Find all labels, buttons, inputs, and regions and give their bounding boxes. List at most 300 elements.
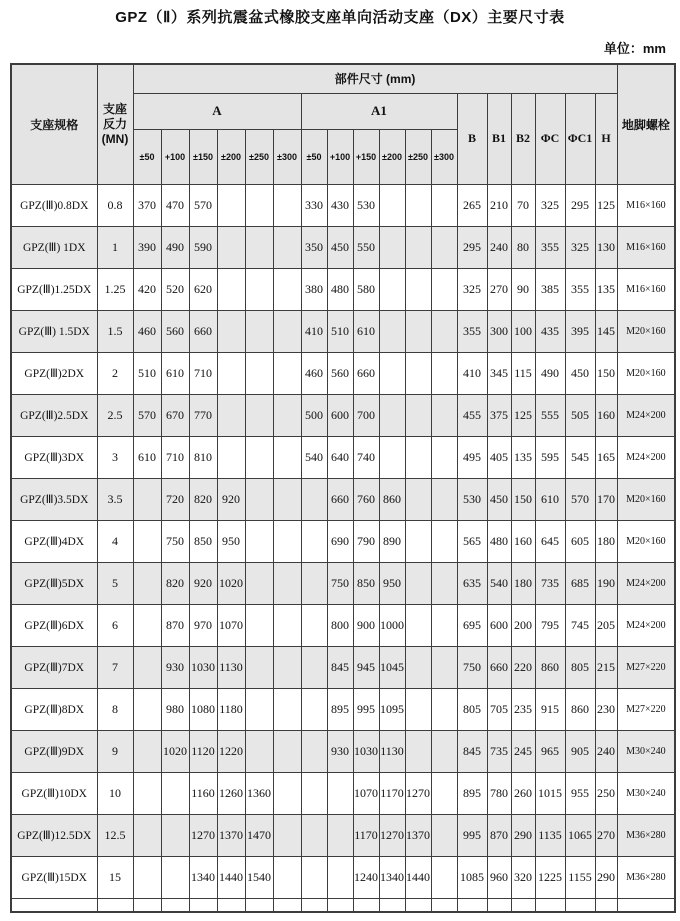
a-value-cell	[217, 352, 245, 394]
b-cell: 845	[457, 730, 487, 772]
a-value-cell: 470	[161, 184, 189, 226]
a1-value-cell	[431, 436, 457, 478]
a-value-cell: 1020	[161, 730, 189, 772]
phic-cell: 355	[535, 226, 565, 268]
phic-cell: 595	[535, 436, 565, 478]
phic1-cell: 545	[565, 436, 595, 478]
a-value-cell	[273, 688, 301, 730]
reaction-cell: 12.5	[97, 814, 133, 856]
b2-cell: 235	[511, 688, 535, 730]
b1-cell: 345	[487, 352, 511, 394]
table-row	[11, 730, 675, 772]
reaction-cell: 15	[97, 856, 133, 898]
phic-cell: 610	[535, 478, 565, 520]
a-value-cell: 570	[189, 184, 217, 226]
table-row	[11, 562, 675, 604]
a1-value-cell	[405, 352, 431, 394]
empty-cell	[379, 898, 405, 912]
a-value-cell: 920	[217, 478, 245, 520]
a-value-cell	[245, 436, 273, 478]
a-value-cell	[133, 730, 161, 772]
phic-cell: 1135	[535, 814, 565, 856]
a-value-cell: 670	[161, 394, 189, 436]
b-cell: 295	[457, 226, 487, 268]
reaction-cell: 1	[97, 226, 133, 268]
bolt-cell: M30×240	[617, 772, 675, 814]
h-cell: 180	[595, 520, 617, 562]
a1-value-cell: 1070	[353, 772, 379, 814]
a-value-cell	[133, 814, 161, 856]
a-value-cell: 610	[161, 352, 189, 394]
a1-value-cell: 610	[353, 310, 379, 352]
a-value-cell	[133, 772, 161, 814]
b2-cell: 220	[511, 646, 535, 688]
a1-value-cell: 330	[301, 184, 327, 226]
empty-cell	[431, 898, 457, 912]
b2-cell: 115	[511, 352, 535, 394]
empty-cell	[161, 898, 189, 912]
b1-cell: 540	[487, 562, 511, 604]
b1-cell: 210	[487, 184, 511, 226]
a1-value-cell	[431, 604, 457, 646]
a-value-cell	[273, 226, 301, 268]
a-value-cell: 370	[133, 184, 161, 226]
phic-cell: 435	[535, 310, 565, 352]
spec-cell: GPZ(Ⅲ) 1DX	[11, 226, 97, 268]
a1-value-cell: 580	[353, 268, 379, 310]
empty-cell	[133, 898, 161, 912]
b2-cell: 80	[511, 226, 535, 268]
bolt-cell: M24×200	[617, 394, 675, 436]
bolt-cell: M24×200	[617, 604, 675, 646]
spec-cell: GPZ(Ⅲ) 1.5DX	[11, 310, 97, 352]
a-value-cell	[273, 646, 301, 688]
a-value-cell: 1080	[189, 688, 217, 730]
b-cell: 455	[457, 394, 487, 436]
spec-cell: GPZ(Ⅲ)0.8DX	[11, 184, 97, 226]
a-value-cell: 1370	[217, 814, 245, 856]
a-value-cell: 420	[133, 268, 161, 310]
a1-value-cell: 995	[353, 688, 379, 730]
a1-value-cell	[431, 562, 457, 604]
h-cell: 165	[595, 436, 617, 478]
a-value-cell: 610	[133, 436, 161, 478]
empty-cell	[217, 898, 245, 912]
a-value-cell: 710	[161, 436, 189, 478]
a-value-cell	[245, 604, 273, 646]
phic1-cell: 355	[565, 268, 595, 310]
a-value-cell: 930	[161, 646, 189, 688]
a1-value-cell: 460	[301, 352, 327, 394]
a1-value-cell	[405, 646, 431, 688]
reaction-cell: 6	[97, 604, 133, 646]
a1-value-cell: 1130	[379, 730, 405, 772]
phic1-cell: 745	[565, 604, 595, 646]
a1-value-cell: 640	[327, 436, 353, 478]
a-value-cell	[245, 730, 273, 772]
a1-value-cell	[379, 184, 405, 226]
phic-cell: 555	[535, 394, 565, 436]
dimension-table	[10, 63, 676, 913]
b-cell: 750	[457, 646, 487, 688]
table-row	[11, 604, 675, 646]
a1-value-cell	[405, 520, 431, 562]
bolt-cell: M30×240	[617, 730, 675, 772]
empty-cell	[11, 898, 97, 912]
b-cell: 410	[457, 352, 487, 394]
spec-cell: GPZ(Ⅲ)6DX	[11, 604, 97, 646]
b2-cell: 320	[511, 856, 535, 898]
a-value-cell	[273, 520, 301, 562]
a-value-cell: 970	[189, 604, 217, 646]
b2-cell: 125	[511, 394, 535, 436]
a1-value-cell: 1000	[379, 604, 405, 646]
a-value-cell	[273, 604, 301, 646]
a1-value-cell	[405, 226, 431, 268]
a1-value-cell: 380	[301, 268, 327, 310]
a1-value-cell	[327, 856, 353, 898]
a-value-cell: 590	[189, 226, 217, 268]
b2-cell: 260	[511, 772, 535, 814]
h-cell: 145	[595, 310, 617, 352]
a1-value-cell: 1095	[379, 688, 405, 730]
a1-value-cell	[301, 604, 327, 646]
table-row	[11, 688, 675, 730]
a1-value-cell: 1240	[353, 856, 379, 898]
a1-value-cell: 410	[301, 310, 327, 352]
a-value-cell	[273, 310, 301, 352]
reaction-cell: 10	[97, 772, 133, 814]
a-value-cell: 560	[161, 310, 189, 352]
b1-cell: 300	[487, 310, 511, 352]
header-a1-sub: ±300	[431, 129, 457, 184]
a1-value-cell	[405, 478, 431, 520]
a1-value-cell	[301, 688, 327, 730]
a-value-cell	[161, 814, 189, 856]
phic1-cell: 1155	[565, 856, 595, 898]
phic1-cell: 295	[565, 184, 595, 226]
table-row	[11, 478, 675, 520]
empty-cell	[457, 898, 487, 912]
a-value-cell	[133, 856, 161, 898]
b2-cell: 160	[511, 520, 535, 562]
phic1-cell: 505	[565, 394, 595, 436]
b-cell: 355	[457, 310, 487, 352]
a1-value-cell: 600	[327, 394, 353, 436]
b1-cell: 270	[487, 268, 511, 310]
reaction-cell: 2	[97, 352, 133, 394]
header-anchor-bolt: 地脚螺栓	[617, 64, 675, 184]
a-value-cell	[273, 394, 301, 436]
a1-value-cell: 530	[353, 184, 379, 226]
a-value-cell: 1070	[217, 604, 245, 646]
a-value-cell: 980	[161, 688, 189, 730]
a1-value-cell: 660	[327, 478, 353, 520]
spec-cell: GPZ(Ⅲ)1.25DX	[11, 268, 97, 310]
table-row	[11, 520, 675, 562]
a1-value-cell	[301, 478, 327, 520]
b1-cell: 240	[487, 226, 511, 268]
bolt-cell: M16×160	[617, 184, 675, 226]
header-group-a: A	[133, 93, 301, 129]
a-value-cell: 1260	[217, 772, 245, 814]
bolt-cell: M36×280	[617, 814, 675, 856]
a1-value-cell	[301, 856, 327, 898]
a-value-cell: 490	[161, 226, 189, 268]
table-row	[11, 184, 675, 226]
h-cell: 190	[595, 562, 617, 604]
b2-cell: 200	[511, 604, 535, 646]
a-value-cell	[273, 352, 301, 394]
header-reaction-line1: 支座	[102, 101, 127, 116]
a1-value-cell	[405, 730, 431, 772]
phic-cell: 735	[535, 562, 565, 604]
a1-value-cell: 790	[353, 520, 379, 562]
spec-cell: GPZ(Ⅲ)10DX	[11, 772, 97, 814]
a-value-cell	[245, 646, 273, 688]
a-value-cell: 1130	[217, 646, 245, 688]
b-cell: 635	[457, 562, 487, 604]
a-value-cell	[273, 478, 301, 520]
b1-cell: 450	[487, 478, 511, 520]
a1-value-cell	[431, 730, 457, 772]
header-reaction	[97, 64, 133, 184]
a-value-cell: 570	[133, 394, 161, 436]
a1-value-cell: 1340	[379, 856, 405, 898]
a1-value-cell	[431, 856, 457, 898]
a-value-cell: 460	[133, 310, 161, 352]
bolt-cell: M16×160	[617, 226, 675, 268]
a1-value-cell: 800	[327, 604, 353, 646]
reaction-cell: 9	[97, 730, 133, 772]
phic-cell: 860	[535, 646, 565, 688]
a1-value-cell	[431, 478, 457, 520]
h-cell: 205	[595, 604, 617, 646]
a-value-cell: 1440	[217, 856, 245, 898]
a1-value-cell	[431, 646, 457, 688]
a-value-cell: 710	[189, 352, 217, 394]
a-value-cell	[133, 520, 161, 562]
reaction-cell: 0.8	[97, 184, 133, 226]
a-value-cell: 810	[189, 436, 217, 478]
h-cell: 250	[595, 772, 617, 814]
a-value-cell	[273, 814, 301, 856]
phic1-cell: 1065	[565, 814, 595, 856]
spec-cell: GPZ(Ⅲ)2DX	[11, 352, 97, 394]
table-row	[11, 310, 675, 352]
phic-cell: 1225	[535, 856, 565, 898]
b1-cell: 405	[487, 436, 511, 478]
header-a1-sub: ±250	[405, 129, 431, 184]
a1-value-cell: 950	[379, 562, 405, 604]
header-phic1: ΦC1	[565, 93, 595, 184]
bolt-cell: M20×160	[617, 310, 675, 352]
b-cell: 805	[457, 688, 487, 730]
b1-cell: 705	[487, 688, 511, 730]
h-cell: 130	[595, 226, 617, 268]
a1-value-cell: 350	[301, 226, 327, 268]
empty-cell	[353, 898, 379, 912]
a-value-cell	[133, 688, 161, 730]
b2-cell: 90	[511, 268, 535, 310]
h-cell: 215	[595, 646, 617, 688]
bolt-cell: M36×280	[617, 856, 675, 898]
a1-value-cell: 480	[327, 268, 353, 310]
a1-value-cell: 660	[353, 352, 379, 394]
phic-cell: 325	[535, 184, 565, 226]
a-value-cell	[245, 520, 273, 562]
reaction-cell: 2.5	[97, 394, 133, 436]
b2-cell: 70	[511, 184, 535, 226]
a-value-cell	[273, 772, 301, 814]
a1-value-cell	[431, 772, 457, 814]
phic-cell: 645	[535, 520, 565, 562]
a1-value-cell: 450	[327, 226, 353, 268]
reaction-cell: 4	[97, 520, 133, 562]
a-value-cell: 720	[161, 478, 189, 520]
a-value-cell	[217, 310, 245, 352]
b1-cell: 600	[487, 604, 511, 646]
b1-cell: 660	[487, 646, 511, 688]
table-row	[11, 268, 675, 310]
bolt-cell: M20×160	[617, 520, 675, 562]
spec-cell: GPZ(Ⅲ)9DX	[11, 730, 97, 772]
h-cell: 150	[595, 352, 617, 394]
spec-cell: GPZ(Ⅲ)3DX	[11, 436, 97, 478]
a-value-cell: 850	[189, 520, 217, 562]
a1-value-cell	[431, 394, 457, 436]
b-cell: 530	[457, 478, 487, 520]
header-a-sub: ±200	[217, 129, 245, 184]
a-value-cell: 1180	[217, 688, 245, 730]
header-phic: ΦC	[535, 93, 565, 184]
a-value-cell	[161, 856, 189, 898]
a-value-cell	[273, 730, 301, 772]
empty-cell	[487, 898, 511, 912]
phic1-cell: 685	[565, 562, 595, 604]
a-value-cell	[217, 394, 245, 436]
a-value-cell: 1120	[189, 730, 217, 772]
spec-cell: GPZ(Ⅲ)5DX	[11, 562, 97, 604]
phic1-cell: 325	[565, 226, 595, 268]
reaction-cell: 8	[97, 688, 133, 730]
empty-cell	[189, 898, 217, 912]
bolt-cell: M20×160	[617, 478, 675, 520]
a1-value-cell: 1270	[379, 814, 405, 856]
empty-cell	[327, 898, 353, 912]
a-value-cell	[217, 268, 245, 310]
h-cell: 290	[595, 856, 617, 898]
empty-cell	[511, 898, 535, 912]
a1-value-cell: 750	[327, 562, 353, 604]
a1-value-cell	[379, 394, 405, 436]
a1-value-cell: 690	[327, 520, 353, 562]
b-cell: 265	[457, 184, 487, 226]
phic-cell: 965	[535, 730, 565, 772]
a1-value-cell: 1270	[405, 772, 431, 814]
table-header	[11, 64, 675, 184]
b2-cell: 100	[511, 310, 535, 352]
a1-value-cell	[431, 814, 457, 856]
a1-value-cell: 540	[301, 436, 327, 478]
header-a-sub: +100	[161, 129, 189, 184]
a1-value-cell: 510	[327, 310, 353, 352]
bolt-cell: M24×200	[617, 562, 675, 604]
a-value-cell	[133, 478, 161, 520]
a1-value-cell	[379, 268, 405, 310]
a-value-cell: 770	[189, 394, 217, 436]
header-group-a1: A1	[301, 93, 457, 129]
h-cell: 160	[595, 394, 617, 436]
header-b: B	[457, 93, 487, 184]
table-body	[11, 184, 675, 912]
table-row	[11, 226, 675, 268]
a1-value-cell	[301, 730, 327, 772]
empty-cell	[617, 898, 675, 912]
header-a-sub: ±250	[245, 129, 273, 184]
b-cell: 495	[457, 436, 487, 478]
h-cell: 270	[595, 814, 617, 856]
unit-label: 单位：mm	[603, 41, 666, 56]
h-cell: 230	[595, 688, 617, 730]
a-value-cell	[245, 562, 273, 604]
a-value-cell	[217, 226, 245, 268]
a-value-cell	[273, 856, 301, 898]
reaction-cell: 5	[97, 562, 133, 604]
spec-cell: GPZ(Ⅲ)4DX	[11, 520, 97, 562]
empty-cell	[565, 898, 595, 912]
header-a1-sub: +100	[327, 129, 353, 184]
a1-value-cell	[405, 604, 431, 646]
a1-value-cell: 860	[379, 478, 405, 520]
empty-row	[11, 898, 675, 912]
a-value-cell: 1360	[245, 772, 273, 814]
bolt-cell: M20×160	[617, 352, 675, 394]
a-value-cell	[217, 436, 245, 478]
empty-cell	[97, 898, 133, 912]
phic1-cell: 905	[565, 730, 595, 772]
a1-value-cell: 560	[327, 352, 353, 394]
a-value-cell	[245, 688, 273, 730]
a-value-cell	[273, 184, 301, 226]
b1-cell: 480	[487, 520, 511, 562]
header-a-sub: ±300	[273, 129, 301, 184]
h-cell: 240	[595, 730, 617, 772]
b2-cell: 135	[511, 436, 535, 478]
phic-cell: 915	[535, 688, 565, 730]
table-row	[11, 646, 675, 688]
header-a1-sub: ±50	[301, 129, 327, 184]
header-a-sub: ±50	[133, 129, 161, 184]
a-value-cell	[245, 184, 273, 226]
a1-value-cell	[431, 352, 457, 394]
b-cell: 1085	[457, 856, 487, 898]
a1-value-cell	[327, 814, 353, 856]
phic1-cell: 805	[565, 646, 595, 688]
a-value-cell: 820	[161, 562, 189, 604]
b2-cell: 180	[511, 562, 535, 604]
b-cell: 325	[457, 268, 487, 310]
a-value-cell	[245, 478, 273, 520]
header-a1-sub: +150	[353, 129, 379, 184]
a1-value-cell	[405, 394, 431, 436]
h-cell: 125	[595, 184, 617, 226]
a-value-cell: 520	[161, 268, 189, 310]
a1-value-cell	[379, 352, 405, 394]
a1-value-cell	[405, 184, 431, 226]
a1-value-cell	[431, 520, 457, 562]
a-value-cell	[245, 310, 273, 352]
